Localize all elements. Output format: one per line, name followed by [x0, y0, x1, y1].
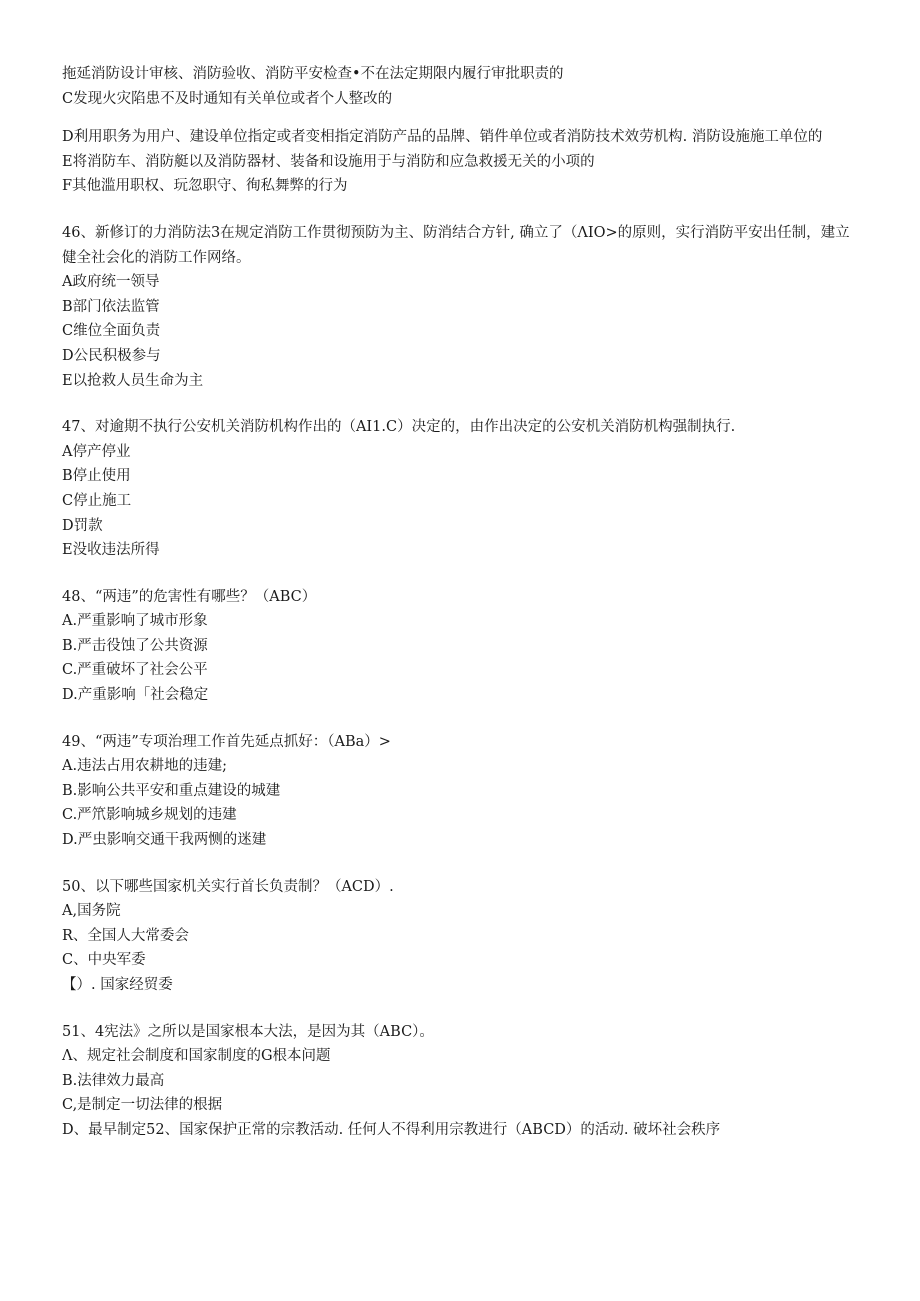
- question-47-stem: 47、对逾期不执行公安机关消防机构作出的（AI1.C）决定的，由作出决定的公安机关消防机构强制执行.: [62, 419, 736, 436]
- option-f: F其他滥用职权、玩忽职守、徇私舞弊的行为: [62, 178, 348, 195]
- question-51-option-b: B.法律效力最高: [62, 1072, 165, 1089]
- question-49-option-d: D.严虫影响交通干我两恻的迷建: [62, 832, 267, 849]
- question-47-option-b: B停止使用: [62, 468, 131, 485]
- question-50-option-b: R、全国人大常委会: [62, 927, 189, 944]
- question-47-option-e: E没收违法所得: [62, 542, 160, 559]
- question-48-option-a: A.严重影响了城市形象: [62, 613, 208, 630]
- question-47-option-d: D罚款: [62, 517, 103, 534]
- question-47: [62, 415, 862, 563]
- question-50-option-d: 【）. 国家经贸委: [62, 977, 173, 993]
- question-49-option-b: B.影响公共平安和重点建设的城建: [62, 782, 281, 799]
- question-49-option-c: C.严笊影响城乡规划的违建: [62, 807, 237, 824]
- question-49: [62, 730, 862, 853]
- question-47-option-a: A停产停业: [62, 443, 131, 460]
- question-49-option-a: A.违法占用农耕地的违建;: [62, 758, 227, 775]
- question-46: [62, 221, 862, 393]
- question-51-option-d: D、最早制定52、国家保护正常的宗教活动. 任何人不得利用宗教进行（ABCD）的活动. 破坏社会秩序: [62, 1121, 721, 1138]
- continued-options-block: [62, 62, 862, 111]
- text-line: 拖延消防设计审核、消防验收、消防平安检查•不在法定期限内履行审批职责的: [62, 66, 564, 82]
- question-46-stem: 46、新修订的力消防法3在规定消防工作贯彻预防为主、防消结合方针, 确立了（ΛIO>的原则，实行消防平安出任制，建立健全社会化的消防工作网络。: [62, 224, 850, 266]
- question-46-option-d: D公民积极参与: [62, 347, 161, 364]
- question-48-option-d: D.产重影响「社会稳定: [62, 687, 209, 704]
- question-51-stem: 51、4宪法》之所以是国家根本大法，是因为其（ABC）。: [62, 1023, 434, 1040]
- question-50: [62, 875, 862, 998]
- question-48-stem: 48、“两违”的危害性有哪些？（ABC）: [62, 588, 317, 605]
- question-48-option-b: B.严击役蚀了公共资源: [62, 637, 208, 654]
- question-46-option-b: B部门依法监管: [62, 298, 160, 315]
- document-content: [62, 62, 862, 1165]
- continued-options-block-2: [62, 125, 862, 199]
- question-50-stem: 50、以下哪些国家机关实行首长负责制？（ACD）.: [62, 878, 394, 895]
- question-50-option-c: C、中央军委: [62, 952, 146, 969]
- option-c: C发现火灾陷患不及时通知有关单位或者个人整改的: [62, 90, 393, 107]
- question-51-option-c: C,是制定一切法律的根据: [62, 1097, 223, 1114]
- question-47-option-c: C停止施工: [62, 492, 132, 509]
- question-51: [62, 1020, 862, 1143]
- question-49-stem: 49、“两违”专项治理工作首先延点抓好：（ABa）>: [62, 733, 391, 750]
- question-48: [62, 585, 862, 708]
- question-50-option-a: A,国务院: [62, 903, 121, 920]
- question-46-option-e: E以抢救人员生命为主: [62, 372, 204, 389]
- option-d: D利用职务为用户、建设单位指定或者变相指定消防产品的品牌、销件单位或者消防技术效劳机构. 消防设施施工单位的: [62, 129, 823, 146]
- question-48-option-c: C.严重破坏了社会公平: [62, 662, 208, 679]
- option-e: E将消防车、消防艇以及消防器材、装备和设施用于与消防和应急救援无关的小项的: [62, 153, 595, 170]
- question-46-option-a: A政府统一领导: [62, 274, 160, 291]
- question-46-option-c: C维位全面负责: [62, 323, 161, 340]
- question-51-option-a: Λ、规定社会制度和国家制度的G根本问题: [62, 1048, 331, 1065]
